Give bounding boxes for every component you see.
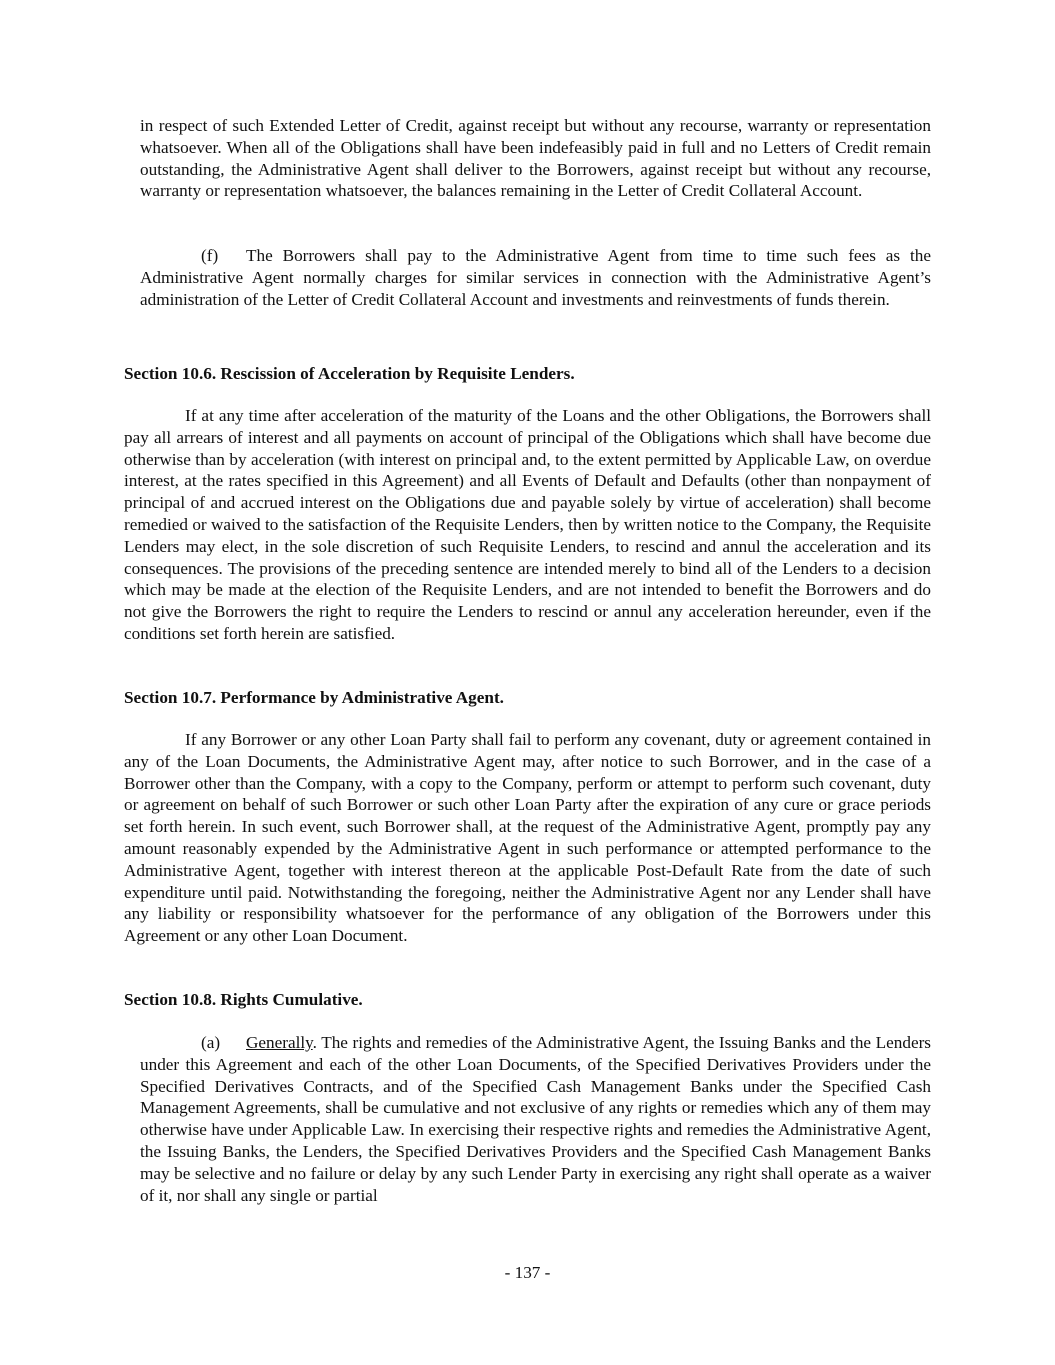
section-10-8-clause-a: [140, 1032, 931, 1206]
clause-f-label: (f): [201, 246, 219, 265]
paragraph-continuation: in respect of such Extended Letter of Credit, against receipt but without any recourse, warranty or representation whatsoever. When all of the Obligations shall have been indefeasibly paid in full and no Letters of Credit remain outstanding, the Administrative Agent shall deliver to the Borrowers, against receipt but without any recourse, warranty or representation whatsoever, the balances remaining in the Letter of Credit Collateral Account.: [140, 116, 931, 201]
section-10-6-heading: Section 10.6. Rescission of Acceleration by Requisite Lenders.: [124, 364, 575, 383]
section-10-6-body: If at any time after acceleration of the maturity of the Loans and the other Obligations, the Borrowers shall pay all arrears of interest and all payments on account of principal of the Obligations which shall have become due otherwise than by acceleration (with interest on principal and, to the extent permitted by Applicable Law, on overdue interest, at the rates specified in this Agreement) and all Events of Default and Defaults (other than nonpayment of principal of and accrued interest on the Obligations due and payable solely by virtue of acceleration) shall become remedied or waived to the satisfaction of the Requisite Lenders, then by written notice to the Company, the Requisite Lenders may elect, in the sole discretion of such Requisite Lenders, to rescind and annul the acceleration and its consequences. The provisions of the preceding sentence are intended merely to bind all of the Lenders to a decision which may be made at the election of the Requisite Lenders, and are not intended to benefit the Borrowers and do not give the Borrowers the right to require the Lenders to rescind or annul any acceleration hereunder, even if the conditions set forth herein are satisfied.: [124, 406, 931, 643]
clause-f-text: The Borrowers shall pay to the Administrative Agent from time to time such fees as the Administrative Agent normally charges for similar services in connection with the Administrative Agent’s administration of the Letter of Credit Collateral Account and investments and reinvestments of funds therein.: [140, 246, 931, 309]
section-10-7-heading: Section 10.7. Performance by Administrative Agent.: [124, 688, 504, 707]
page-number: - 137 -: [504, 1263, 551, 1282]
clause-f-paragraph: [140, 245, 931, 310]
section-10-7-body: If any Borrower or any other Loan Party shall fail to perform any covenant, duty or agreement contained in any of the Loan Documents, the Administrative Agent may, after notice to such Borrower, and in the case of a Borrower other than the Company, with a copy to the Company, perform or attempt to perform such covenant, duty or agreement on behalf of such Borrower or such other Loan Party after the expiration of any cure or grace periods set forth herein. In such event, such Borrower shall, at the request of the Administrative Agent, promptly pay any amount reasonably expended by the Administrative Agent in such performance or attempted performance to the Administrative Agent, together with interest thereon at the applicable Post-Default Rate from the date of such expenditure until paid. Notwithstanding the foregoing, neither the Administrative Agent nor any Lender shall have any liability or responsibility whatsoever for the performance of any obligation of the Borrowers under this Agreement or any other Loan Document.: [124, 730, 931, 946]
clause-a-title: Generally: [246, 1033, 313, 1052]
clause-a-label: (a): [201, 1033, 221, 1052]
clause-a-text: . The rights and remedies of the Administrative Agent, the Issuing Banks and the Lenders under this Agreement and each of the other Loan Documents, of the Specified Derivatives Providers under the Specified Derivatives Contracts, and of the Specified Cash Management Banks under the Specified Cash Management Agreements, shall be cumulative and not exclusive of any rights or remedies which any of them may otherwise have under Applicable Law. In exercising their respective rights and remedies the Administrative Agent, the Issuing Banks, the Lenders, the Specified Derivatives Providers and the Specified Cash Management Banks may be selective and no failure or delay by any such Lender Party in exercising any right shall operate as a waiver of it, nor shall any single or partial: [140, 1033, 931, 1205]
section-10-8-heading: Section 10.8. Rights Cumulative.: [124, 990, 363, 1009]
